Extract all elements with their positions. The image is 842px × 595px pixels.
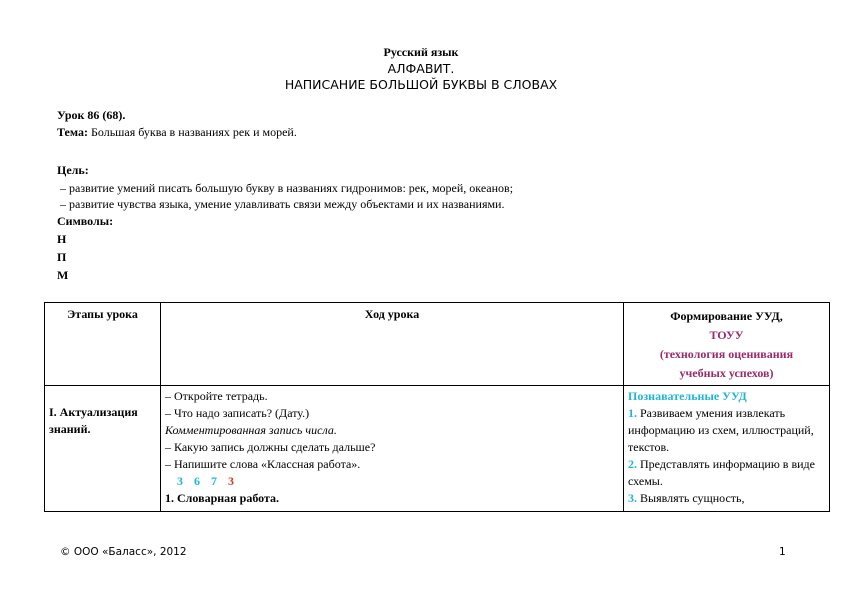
process-comment: Комментированная запись числа. (165, 423, 337, 437)
header-process: Ход урока (161, 303, 624, 386)
page-number: 1 (779, 546, 786, 558)
digit: 6 (194, 474, 200, 488)
uud-item-num: 1. (628, 406, 637, 420)
process-line: – Какую запись должны сделать дальше? (165, 440, 376, 454)
lesson-table (44, 302, 830, 512)
uud-item-text: Развиваем умения извлекать информацию из схем, иллюстраций, текстов. (628, 406, 814, 454)
process-cell (161, 386, 624, 512)
table-row (45, 386, 830, 512)
header-tech-2: учебных успехов) (679, 366, 774, 380)
uud-item (628, 405, 825, 456)
topic-text: Большая буква в названиях рек и морей. (87, 125, 297, 139)
uud-item-text: Представлять информацию в виде схемы. (628, 457, 815, 488)
uud-item-text: Выявлять сущность, (637, 491, 745, 505)
uud-title: Познавательные УУД (628, 389, 747, 403)
subject-label: Русский язык (383, 45, 459, 59)
stage-cell: I. Актуализация знаний. (45, 386, 161, 512)
lesson-topic (57, 124, 297, 140)
page-title-line1: АЛФАВИТ. (387, 61, 455, 76)
vocab-heading: 1. Словарная работа. (165, 491, 280, 505)
header-uud (624, 303, 830, 386)
uud-item-num: 2. (628, 457, 637, 471)
header-touu: ТОУУ (709, 328, 744, 342)
uud-item (628, 490, 825, 507)
goal-item-2: – развитие чувства языка, умение улавливать связи между объектами и их названиями. (60, 197, 505, 211)
symbol-m: М (57, 268, 69, 282)
uud-item (628, 456, 825, 490)
process-line: – Напишите слова «Классная работа». (165, 457, 361, 471)
uud-item-num: 3. (628, 491, 637, 505)
digit: 3 (228, 474, 234, 488)
digit: 3 (177, 474, 183, 488)
digits-row (165, 473, 619, 490)
uud-cell (624, 386, 830, 512)
header-uud-label: Формирование УУД, (670, 309, 783, 323)
table-header-row (45, 303, 830, 386)
topic-label: Тема: (57, 125, 88, 139)
goal-label: Цель: (57, 163, 89, 177)
process-line: – Откройте тетрадь. (165, 389, 268, 403)
page-title-line2: НАПИСАНИЕ БОЛЬШОЙ БУКВЫ В СЛОВАХ (284, 77, 558, 92)
symbol-p: П (57, 250, 67, 264)
process-line: – Что надо записать? (Дату.) (165, 406, 310, 420)
lesson-number-text: Урок 86 (68). (57, 108, 126, 122)
footer-copyright: © ООО «Баласс», 2012 (60, 546, 187, 558)
symbols-label: Символы: (57, 214, 114, 228)
goal-item-1: – развитие умений писать большую букву в названиях гидронимов: рек, морей, океанов; (60, 181, 514, 195)
symbol-n: Н (57, 232, 67, 246)
lesson-number (57, 107, 125, 123)
digit: 7 (211, 474, 217, 488)
header-tech: (технология оценивания (659, 347, 794, 361)
header-stages: Этапы урока (45, 303, 161, 386)
